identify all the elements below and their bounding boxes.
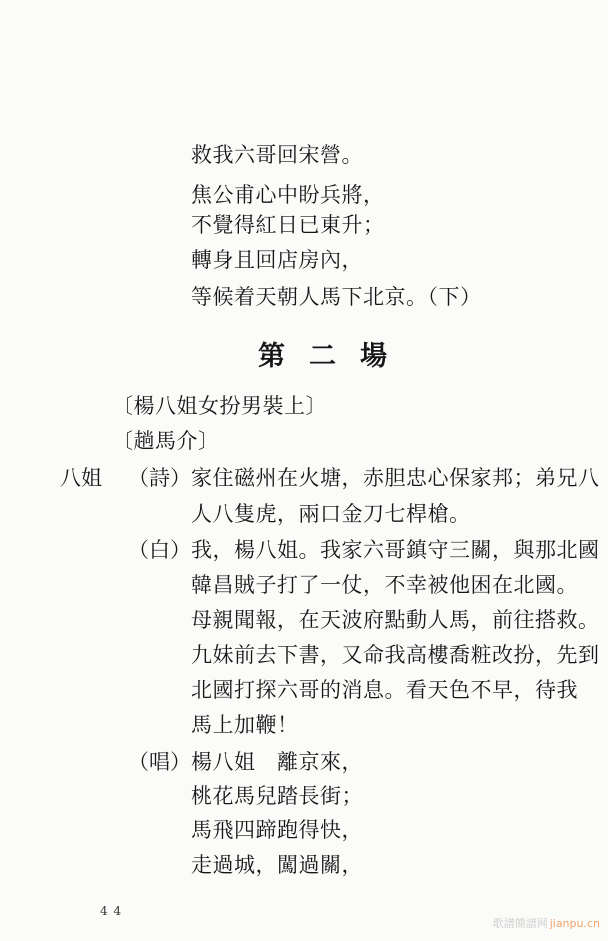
- speech-line: 我，楊八姐。我家六哥鎮守三關，與那北國: [191, 538, 600, 562]
- poem-text-line: 家住磁州在火塘，赤胆忠心保家邦；弟兄八: [191, 466, 600, 490]
- speech-tag: （白）: [128, 538, 191, 562]
- speech-line: 九妹前去下書，又命我高樓喬粧改扮，先到: [191, 643, 600, 667]
- song-line: 馬飛四蹄跑得快，: [191, 818, 363, 842]
- speech-line: 北國打探六哥的消息。看天色不早，待我: [191, 678, 578, 702]
- speech-line: 母親聞報，在天波府點動人馬，前往搭救。: [191, 608, 600, 632]
- page-number: 4 4: [100, 904, 123, 918]
- song-line: 楊八姐 離京來，: [191, 750, 363, 774]
- poem-line: 焦公甫心中盼兵將，: [191, 183, 385, 207]
- poem-line: 救我六哥回宋營。: [191, 143, 363, 167]
- stage-direction: 〔趟馬介〕: [112, 429, 220, 453]
- poem-line: 等候着天朝人馬下北京。（下）: [191, 285, 482, 309]
- speaker-name: 八姐: [60, 466, 102, 490]
- song-line: 走過城，闖過關，: [191, 853, 363, 877]
- poem-line: 不覺得紅日已東升；: [191, 213, 385, 237]
- scene-title: 第二場: [258, 341, 411, 372]
- song-line: 桃花馬兒踏長街；: [191, 784, 363, 808]
- poem-line: 轉身且回店房內，: [191, 248, 363, 272]
- poem-text-line: 人八隻虎，兩口金刀七桿槍。: [191, 502, 471, 526]
- watermark: [493, 915, 600, 931]
- speech-line: 韓昌賊子打了一仗，不幸被他困在北國。: [191, 573, 578, 597]
- poem-tag: （詩）: [128, 466, 191, 490]
- watermark-latin: jianpu.cn: [549, 917, 600, 930]
- stage-direction: 〔楊八姐女扮男裝上〕: [112, 394, 327, 418]
- watermark-cjk: 歌譜簡譜网: [492, 917, 548, 930]
- speech-line: 馬上加鞭！: [191, 713, 299, 737]
- song-tag: （唱）: [128, 750, 191, 774]
